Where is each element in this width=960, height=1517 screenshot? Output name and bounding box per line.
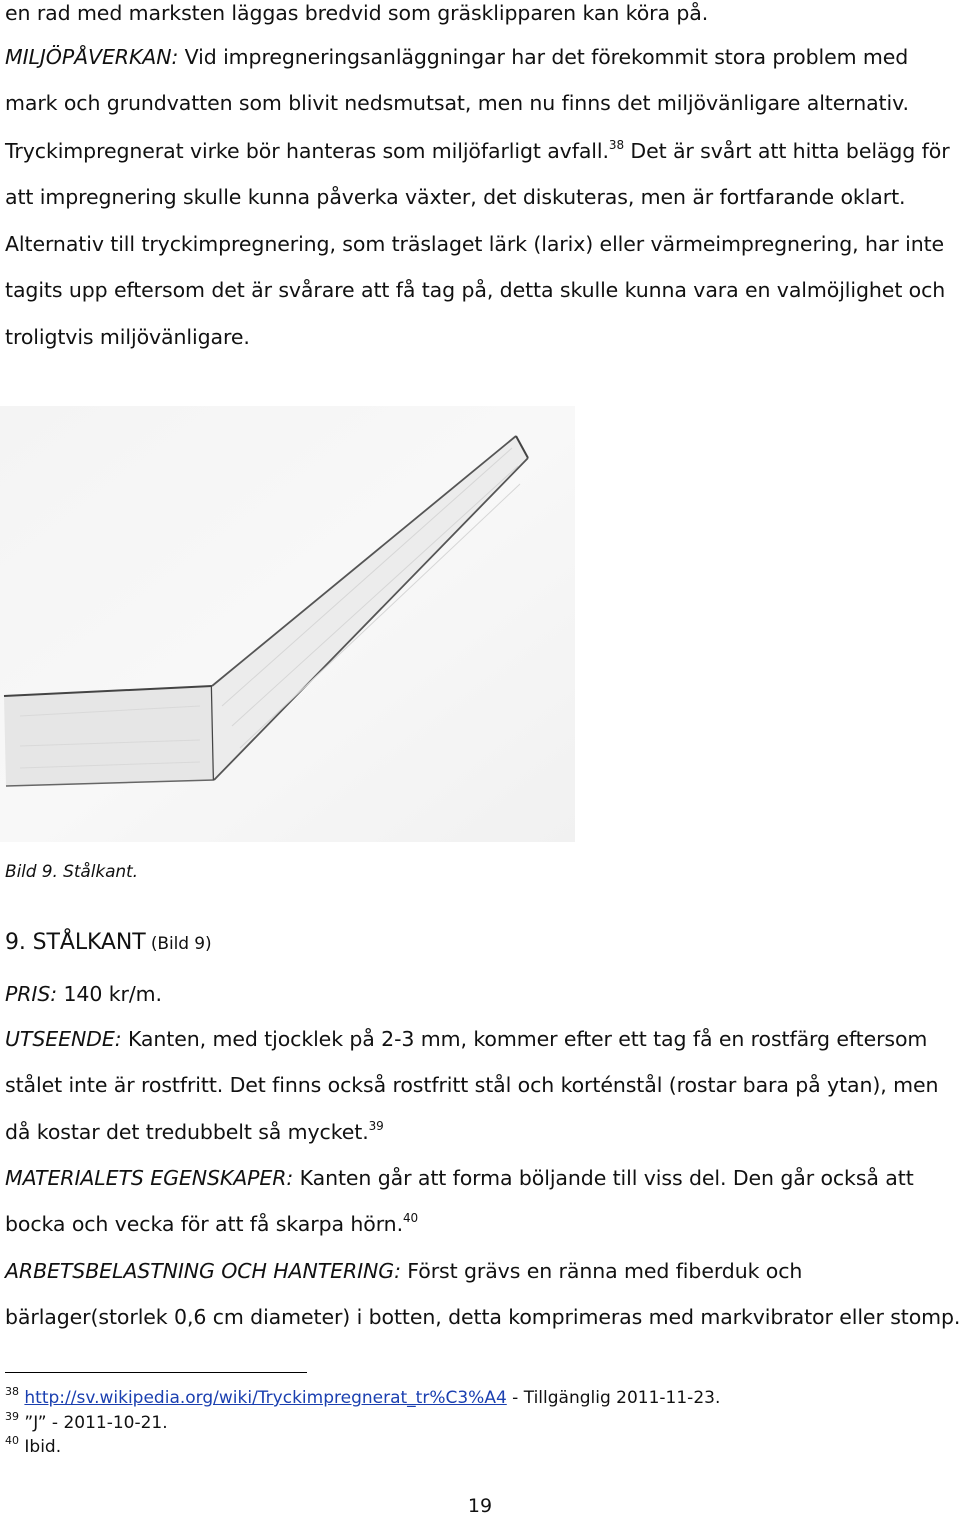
text-line: troligtvis miljövänligare. <box>5 325 250 349</box>
text-line <box>5 1211 418 1237</box>
footnote-ref[interactable]: 38 <box>608 138 624 152</box>
price-value: 140 kr/m. <box>57 982 162 1006</box>
text-span: Tryckimpregnerat virke bör hanteras som miljöfarligt avfall. <box>5 139 609 163</box>
label-miljopaverkan: MILJÖPÅVERKAN: <box>5 45 179 69</box>
label-pris: PRIS: <box>5 982 58 1006</box>
footnote <box>5 1387 720 1409</box>
footnote-text: ”J” - 2011-10-21. <box>19 1413 168 1433</box>
text-line <box>5 44 908 70</box>
footnote-text: - Tillgänglig 2011-11-23. <box>506 1388 721 1408</box>
page-number: 19 <box>467 1495 493 1517</box>
text-span: då kostar det tredubbelt så mycket. <box>5 1120 369 1144</box>
footnote-number: 39 <box>5 1410 19 1423</box>
figure-caption <box>5 859 138 885</box>
text-span: Kanten går att forma böljande till viss del. Den går också att <box>293 1166 914 1190</box>
text-line <box>5 1026 927 1052</box>
sketch-shade-left <box>4 686 214 786</box>
heading-ref: (Bild 9) <box>145 934 212 954</box>
text-span: Först grävs en ränna med fiberduk och <box>400 1259 803 1283</box>
text-line: Alternativ till tryckimpregnering, som träslaget lärk (larix) eller värmeimpregnering, har inte <box>5 232 945 256</box>
footnote-text: Ibid. <box>19 1437 62 1457</box>
footnote-divider <box>5 1372 307 1373</box>
text-line: tagits upp eftersom det är svårare att få tag på, detta skulle kunna vara en valmöjlighet och <box>5 278 946 302</box>
text-span: Kanten, med tjocklek på 2-3 mm, kommer efter ett tag få en rostfärg eftersom <box>121 1027 928 1051</box>
text-line: att impregnering skulle kunna påverka växter, det diskuteras, men är fortfarande oklart. <box>5 185 906 209</box>
footnote-link[interactable]: http://sv.wikipedia.org/wiki/Tryckimpregnerat_tr%C3%A4 <box>24 1388 507 1408</box>
text-line <box>5 1258 802 1284</box>
text-line <box>5 138 950 164</box>
text-line: mark och grundvatten som blivit nedsmutsat, men nu finns det miljövänligare alternativ. <box>5 91 909 115</box>
text-line <box>5 981 162 1007</box>
footnote-number: 40 <box>5 1434 19 1447</box>
text-span: Vid impregneringsanläggningar har det förekommit stora problem med <box>178 45 909 69</box>
section-heading <box>5 930 211 957</box>
text-line: en rad med marksten läggas bredvid som gräsklipparen kan köra på. <box>5 1 709 25</box>
text-line <box>5 1119 384 1145</box>
footnote <box>5 1412 168 1434</box>
text-span: bocka och vecka för att få skarpa hörn. <box>5 1212 403 1236</box>
label-utseende: UTSEENDE: <box>5 1027 122 1051</box>
steel-edge-sketch <box>0 406 580 846</box>
heading-text: 9. STÅLKANT <box>5 930 146 955</box>
label-materialets-egenskaper: MATERIALETS EGENSKAPER: <box>5 1166 294 1190</box>
text-line <box>5 1165 914 1191</box>
footnote-number: 38 <box>5 1385 19 1398</box>
label-arbetsbelastning: ARBETSBELASTNING OCH HANTERING: <box>5 1259 401 1283</box>
text-line: bärlager(storlek 0,6 cm diameter) i botten, detta komprimeras med markvibrator eller stomp. <box>5 1305 960 1329</box>
caption-text: Bild 9. Stålkant. <box>5 862 138 882</box>
text-line: stålet inte är rostfritt. Det finns också rostfritt stål och korténstål (rostar bara på ytan), men <box>5 1073 939 1097</box>
text-span: Det är svårt att hitta belägg för <box>623 139 950 163</box>
footnote-ref[interactable]: 40 <box>402 1211 419 1225</box>
footnote <box>5 1436 61 1458</box>
footnote-ref[interactable]: 39 <box>368 1119 384 1133</box>
